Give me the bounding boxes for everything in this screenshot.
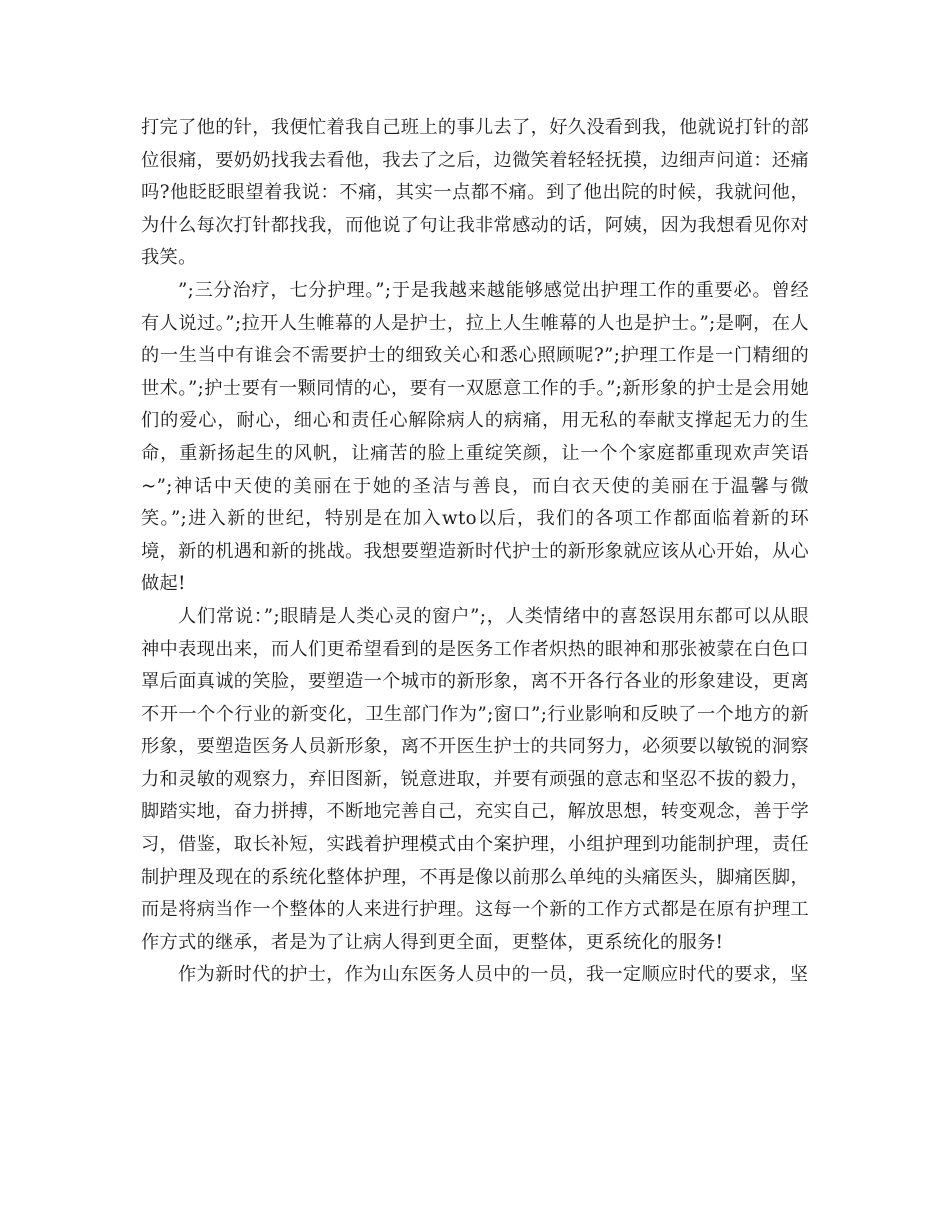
paragraph-4: 作为新时代的护士，作为山东医务人员中的一员，我一定顺应时代的要求，坚 [178, 964, 809, 986]
document-body [141, 112, 809, 992]
paragraph-3: 人们常说：”;眼睛是人类心灵的窗户”;，人类情绪中的喜怒误用东都可以从眼神中表现出来，而人们更希望看到的是医务工作者炽热的眼神和那张被蒙在白色口罩后面真诚的笑脸，要塑造一个城市的新形象，离不开各行各业的形象建设，更离不开一个个行业的新变化，卫生部门作为”;窗口”;行业影响和反映了一个地方的新形象，要塑造医务人员新形象，离不开医生护士的共同努力，必须要以敏锐的洞察力和灵敏的观察力，弃旧图新，锐意进取，并要有顽强的意志和坚忍不拔的毅力，脚踏实地，奋力拼搏，不断地完善自己，充实自己，解放思想，转变观念，善于学习，借鉴，取长补短，实践着护理模式由个案护理，小组护理到功能制护理，责任制护理及现在的系统化整体护理，不再是像以前那么单纯的头痛医头，脚痛医脚，而是将病当作一个整体的人来进行护理。这每一个新的工作方式都是在原有护理工作方式的继承，者是为了让病人得到更全面，更整体，更系统化的服务! [141, 605, 809, 953]
paragraph-2: ”;三分治疗，七分护理。”;于是我越来越能够感觉出护理工作的重要必。曾经有人说过。”;拉开人生帷幕的人是护士，拉上人生帷幕的人也是护士。”;是啊，在人的一生当中有谁会不需要护士的细致关心和悉心照顾呢?”;护理工作是一门精细的世术。”;护士要有一颗同情的心，要有一双愿意工作的手。”;新形象的护士是会用她们的爱心，耐心，细心和责任心解除病人的病痛，用无私的奉献支撑起无力的生命，重新扬起生的风帆，让痛苦的脸上重绽笑颜，让一个个家庭都重现欢声笑语~”;神话中天使的美丽在于她的圣洁与善良，而白衣天使的美丽在于温馨与微笑。”;进入新的世纪，特别是在加入wto以后，我们的各项工作都面临着新的环境，新的机遇和新的挑战。我想要塑造新时代护士的新形象就应该从心开始，从心做起! [141, 279, 809, 595]
paragraph-1: 打完了他的针，我便忙着我自己班上的事儿去了，好久没看到我，他就说打针的部位很痛，要奶奶找我去看他，我去了之后，边微笑着轻轻抚摸，边细声问道：还痛吗?他眨眨眼望着我说：不痛，其实一点都不痛。到了他出院的时候，我就问他，为什么每次打针都找我，而他说了句让我非常感动的话，阿姨，因为我想看见你对我笑。 [141, 117, 809, 269]
